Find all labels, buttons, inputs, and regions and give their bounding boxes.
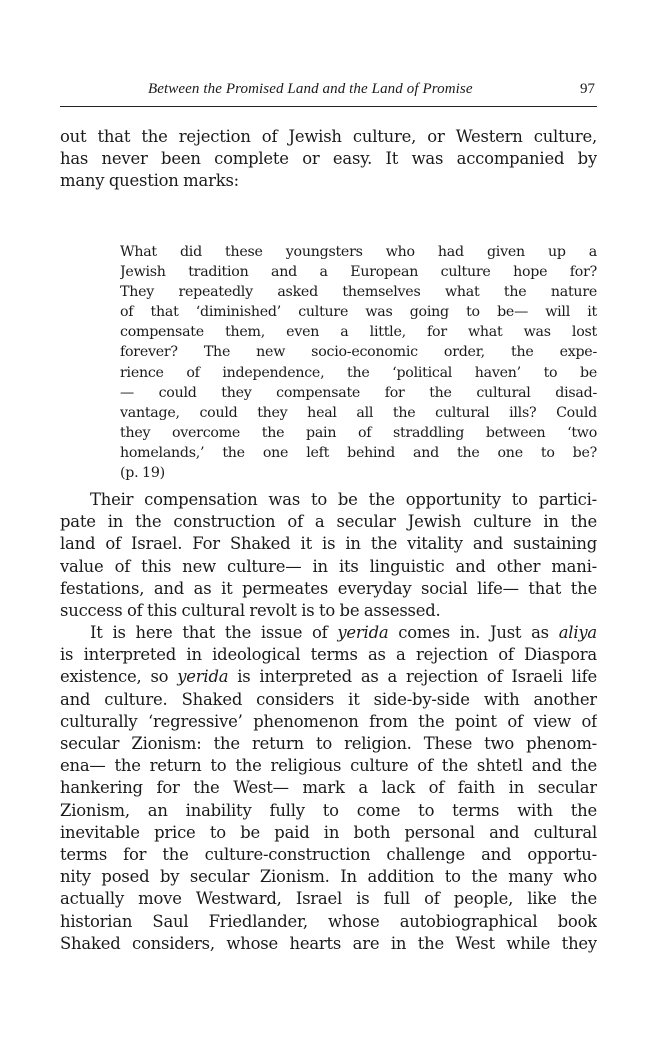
text-line: nity posed by secular Zionism. In addition to the many who xyxy=(60,867,597,887)
text-line: Zionism, an inability fully to come to terms with the xyxy=(60,800,597,820)
text-line: has never been complete or easy. It was accompanied by xyxy=(60,149,597,169)
text-line: inevitable price to be paid in both personal and cultural xyxy=(60,822,597,842)
paragraph-compensation xyxy=(60,489,597,622)
paragraph-yerida xyxy=(60,622,597,955)
text-line: value of this new culture— in its linguistic and other mani- xyxy=(60,556,597,576)
text-line: Their compensation was to be the opportunity to partici- xyxy=(90,490,597,509)
quote-line: Jewish tradition and a European culture hope for? xyxy=(120,264,597,281)
quote-citation: (p. 19) xyxy=(120,465,165,482)
text-run: is interpreted as a rejection of Israeli life xyxy=(228,667,597,687)
text-line: success of this cultural revolt is to be assessed. xyxy=(60,601,441,621)
quote-line: they overcome the pain of straddling between ‘two xyxy=(120,424,597,441)
text-run: comes in. Just as xyxy=(388,623,559,642)
text-line-yerida xyxy=(60,666,597,688)
text-line: culturally ‘regressive’ phenomenon from the point of view of xyxy=(60,711,597,731)
text-line: festations, and as it permeates everyday social life— that the xyxy=(60,578,597,598)
term-aliya: aliya xyxy=(558,623,597,642)
text-line-first xyxy=(60,622,597,644)
text-line: many question marks: xyxy=(60,171,239,191)
quote-line: They repeatedly asked themselves what the nature xyxy=(120,284,597,301)
block-quote xyxy=(120,242,597,483)
quote-line: What did these youngsters who had given up a xyxy=(120,244,597,260)
term-yerida: yerida xyxy=(337,623,389,642)
paragraph-continued xyxy=(60,126,597,193)
quote-line: vantage, could they heal all the cultural ills? Could xyxy=(120,404,597,421)
text-line: secular Zionism: the return to religion. These two phenom- xyxy=(60,734,597,754)
quote-line: — could they compensate for the cultural disad- xyxy=(120,384,597,401)
quote-line: compensate them, even a little, for what was lost xyxy=(120,324,597,341)
page-number: 97 xyxy=(580,81,595,97)
text-line: is interpreted in ideological terms as a rejection of Diaspora xyxy=(60,645,597,665)
text-line: historian Saul Friedlander, whose autobiographical book xyxy=(60,911,597,931)
text-line: ena— the return to the religious culture of the shtetl and the xyxy=(60,756,597,776)
text-line: terms for the culture-construction challenge and opportu- xyxy=(60,845,597,865)
text-line: Shaked considers, whose hearts are in the West while they xyxy=(60,933,597,953)
text-line: and culture. Shaked considers it side-by-side with another xyxy=(60,689,597,709)
text-line: pate in the construction of a secular Jewish culture in the xyxy=(60,512,597,532)
text-run: It is here that the issue of xyxy=(90,623,338,642)
running-header xyxy=(60,80,597,107)
text-run: existence, so xyxy=(60,667,178,687)
text-line: land of Israel. For Shaked it is in the vitality and sustaining xyxy=(60,534,597,554)
quote-line: rience of independence, the ‘political haven’ to be xyxy=(120,364,597,381)
text-line: hankering for the West— mark a lack of faith in secular xyxy=(60,778,597,798)
text-line: out that the rejection of Jewish culture, or Western culture, xyxy=(60,127,597,146)
quote-line: homelands,’ the one left behind and the one to be? xyxy=(120,444,597,461)
quote-line: of that ‘diminished’ culture was going to be— will it xyxy=(120,304,597,321)
quote-line: forever? The new socio-economic order, the expe- xyxy=(120,344,597,361)
running-title: Between the Promised Land and the Land of Promise xyxy=(148,81,473,97)
text-line: actually move Westward, Israel is full of people, like the xyxy=(60,889,597,909)
term-yerida: yerida xyxy=(177,667,229,687)
